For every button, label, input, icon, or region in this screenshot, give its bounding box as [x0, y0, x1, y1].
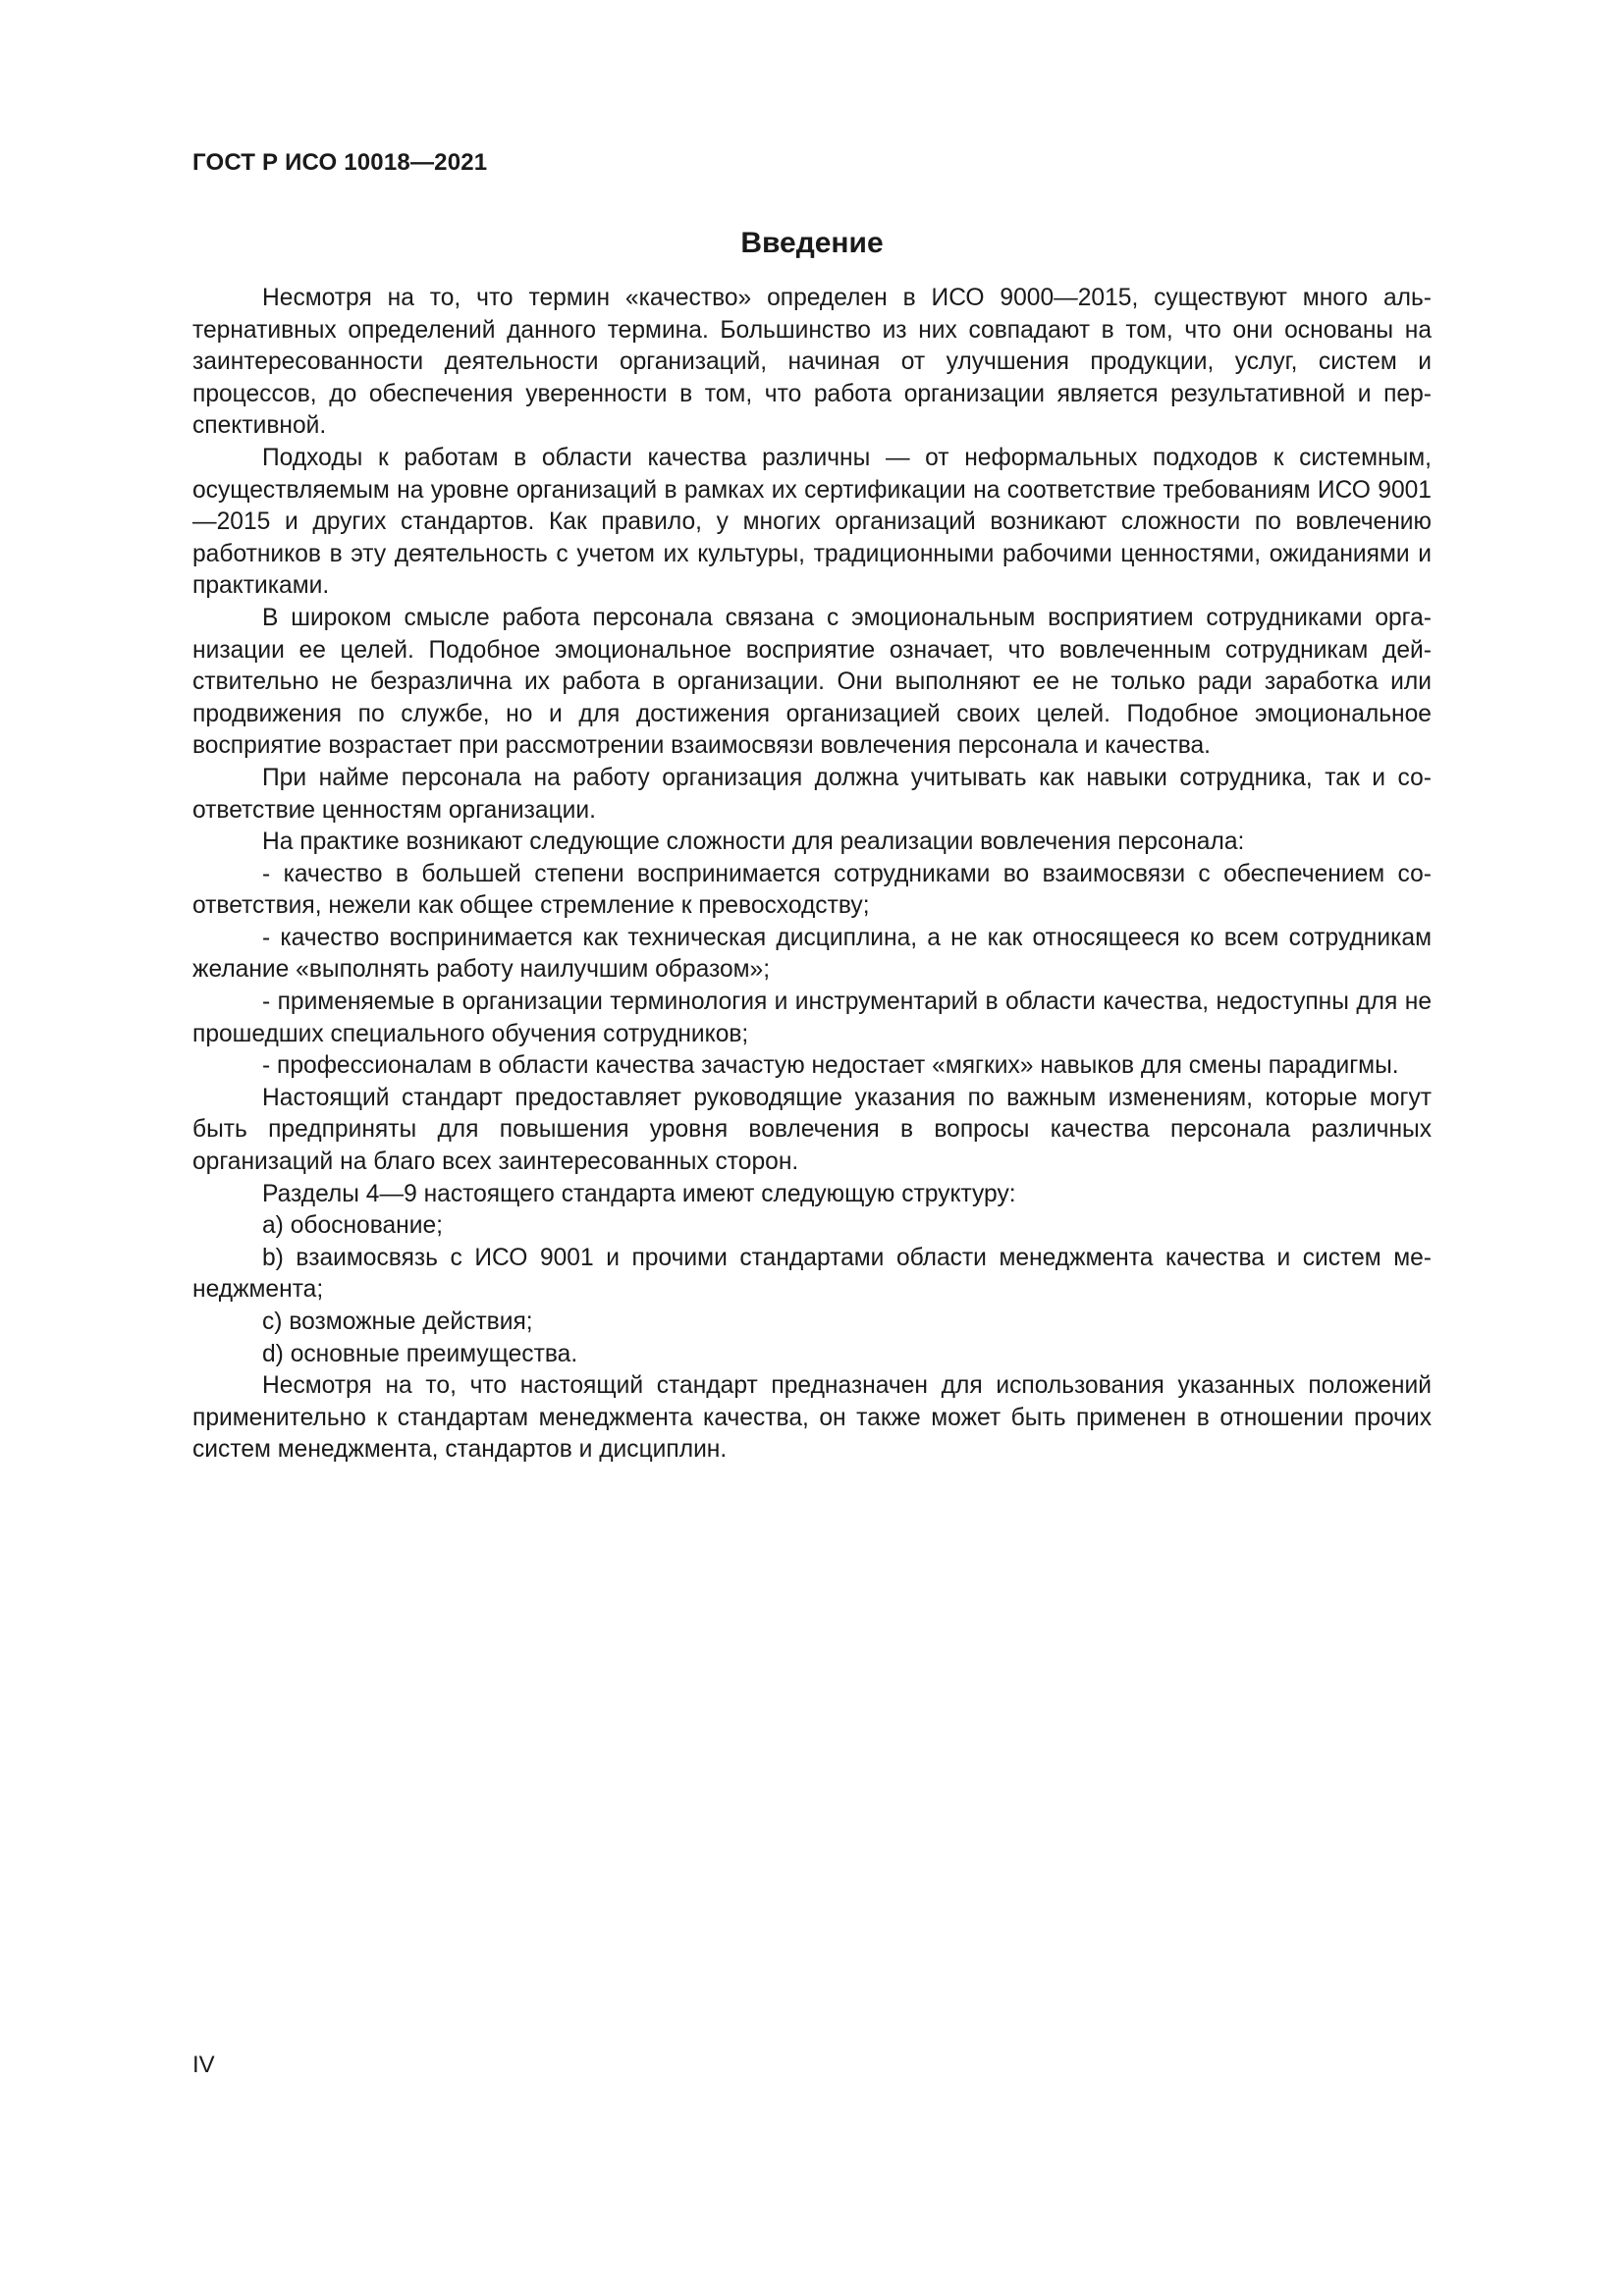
list-item: с) возможные действия;	[262, 1308, 533, 1335]
list-item: b) взаимосвязь с ИСО 9001 и прочими стандартами области менеджмента качества и систем менеджмента;	[192, 1244, 1432, 1304]
paragraph: На практике возникают следующие сложности для реализации вовлечения персонала:	[262, 828, 1245, 856]
paragraph: Настоящий стандарт предоставляет руководящие указания по важным изменениям, которые могут быть предприняты для повышения уровня вовлечения в вопросы качества персонала различных организаций на благо всех заинтересованных сторон.	[192, 1084, 1432, 1176]
list-item: d) основные преимущества.	[262, 1340, 578, 1367]
list-item: - качество в большей степени воспринимается сотрудниками во взаимосвязи с обеспечением соответствия, нежели как общее стремление к превосходству;	[192, 860, 1432, 920]
paragraph: Разделы 4—9 настоящего стандарта имеют следующую структуру:	[262, 1180, 1016, 1207]
list-item: а) обоснование;	[262, 1212, 443, 1240]
paragraph: В широком смысле работа персонала связана с эмоциональным восприятием сотрудниками организации ее целей. Подобное эмоциональное восприятие означает, что вовлеченным сотрудникам действительно не безразлична их работа в организации. Они выполняют ее не только ради заработка или продвижения по службе, но и для достижения организацией своих целей. Подобное эмоциональное восприятие возрастает при рассмотрении взаимосвязи вовлечения персонала и качества.	[192, 604, 1432, 760]
paragraph: При найме персонала на работу организация должна учитывать как навыки сотрудника, так и соответствие ценностям организации.	[192, 764, 1432, 824]
document-header: ГОСТ Р ИСО 10018—2021	[192, 149, 488, 176]
paragraph: Подходы к работам в области качества различны — от неформальных подходов к системным, осуществляемым на уровне организаций в рамках их сертификации на соответствие требованиям ИСО 9001—2015 и других стандартов. Как правило, у многих организаций возникают сложности по вовлечению работников в эту деятельность с учетом их культуры, традиционными рабочими ценностями, ожиданиями и практиками.	[192, 444, 1432, 600]
section-title: Введение	[740, 227, 884, 259]
paragraph: Несмотря на то, что настоящий стандарт предназначен для использования указанных положений применительно к стандартам менеджмента качества, он также может быть применен в отношении прочих систем менеджмента, стандартов и дисциплин.	[192, 1372, 1432, 1464]
paragraph: Несмотря на то, что термин «качество» определен в ИСО 9000—2015, существуют много альтернативных определений данного термина. Большинство из них совпадают в том, что они основаны на заинтересованности деятельности организаций, начиная от улучшения продукции, услуг, систем и процессов, до обеспечения уверенности в том, что работа организации является результативной и перспективной.	[192, 285, 1432, 440]
list-item: - профессионалам в области качества зачастую недостает «мягких» навыков для смены парадигмы.	[262, 1052, 1399, 1080]
list-item: - качество воспринимается как техническая дисциплина, а не как относящееся ко всем сотрудникам желание «выполнять работу наилучшим образом»;	[192, 924, 1432, 984]
page-number: IV	[192, 2052, 215, 2078]
document-body	[192, 283, 1432, 1467]
list-item: - применяемые в организации терминология и инструментарий в области качества, недоступны для не прошедших специального обучения сотрудников;	[192, 988, 1432, 1047]
